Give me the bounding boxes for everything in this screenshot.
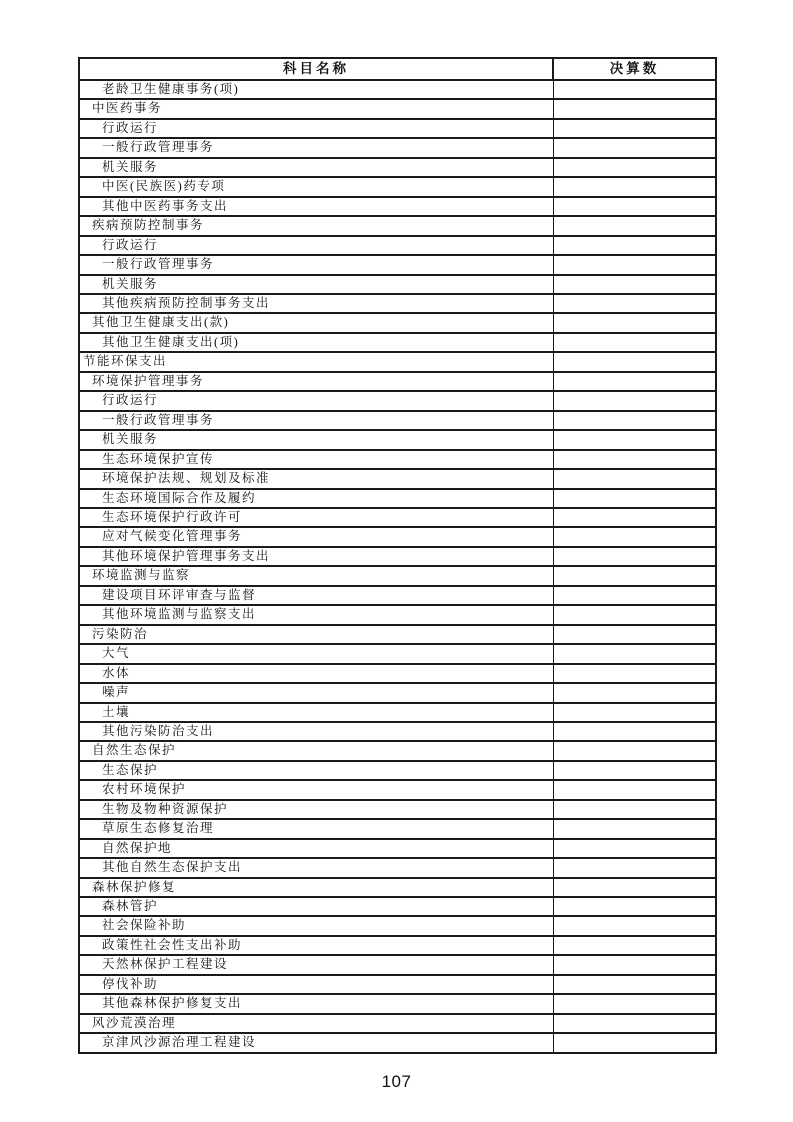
table-row <box>79 936 716 955</box>
table-row <box>79 994 716 1013</box>
amount-cell <box>553 469 716 488</box>
subject-cell: 森林保护修复 <box>79 878 553 897</box>
subject-cell: 环境保护法规、规划及标准 <box>79 469 553 488</box>
table-row <box>79 99 716 118</box>
subject-cell: 一般行政管理事务 <box>79 411 553 430</box>
amount-cell <box>553 391 716 410</box>
subject-cell: 京津风沙源治理工程建设 <box>79 1033 553 1052</box>
table-row <box>79 197 716 216</box>
subject-cell: 自然保护地 <box>79 839 553 858</box>
table-row <box>79 547 716 566</box>
subject-cell: 风沙荒漠治理 <box>79 1014 553 1033</box>
amount-cell <box>553 119 716 138</box>
subject-cell: 噪声 <box>79 683 553 702</box>
amount-cell <box>553 236 716 255</box>
amount-cell <box>553 644 716 663</box>
subject-cell: 其他卫生健康支出(项) <box>79 333 553 352</box>
amount-cell <box>553 372 716 391</box>
subject-cell: 中医药事务 <box>79 99 553 118</box>
amount-cell <box>553 916 716 935</box>
table-row <box>79 605 716 624</box>
subject-cell: 自然生态保护 <box>79 741 553 760</box>
table-row <box>79 975 716 994</box>
subject-cell: 草原生态修复治理 <box>79 819 553 838</box>
amount-cell <box>553 255 716 274</box>
amount-cell <box>553 936 716 955</box>
amount-cell <box>553 489 716 508</box>
table-row <box>79 391 716 410</box>
amount-cell <box>553 741 716 760</box>
subject-cell: 大气 <box>79 644 553 663</box>
table-row <box>79 236 716 255</box>
table-row <box>79 800 716 819</box>
amount-cell <box>553 430 716 449</box>
amount-cell <box>553 411 716 430</box>
table-row <box>79 819 716 838</box>
table-row <box>79 1014 716 1033</box>
amount-cell <box>553 275 716 294</box>
amount-cell <box>553 722 716 741</box>
subject-cell: 一般行政管理事务 <box>79 138 553 157</box>
subject-cell: 其他疾病预防控制事务支出 <box>79 294 553 313</box>
subject-cell: 天然林保护工程建设 <box>79 955 553 974</box>
amount-cell <box>553 294 716 313</box>
subject-cell: 老龄卫生健康事务(项) <box>79 80 553 99</box>
subject-cell: 其他森林保护修复支出 <box>79 994 553 1013</box>
table-row <box>79 916 716 935</box>
amount-cell <box>553 858 716 877</box>
table-row <box>79 703 716 722</box>
amount-cell <box>553 566 716 585</box>
amount-cell <box>553 664 716 683</box>
amount-cell <box>553 625 716 644</box>
table-row <box>79 839 716 858</box>
amount-cell <box>553 508 716 527</box>
amount-cell <box>553 177 716 196</box>
subject-cell: 生态环境保护宣传 <box>79 450 553 469</box>
table-row <box>79 586 716 605</box>
amount-cell <box>553 197 716 216</box>
expenditure-table <box>78 57 717 1054</box>
subject-cell: 其他环境保护管理事务支出 <box>79 547 553 566</box>
amount-cell <box>553 333 716 352</box>
table-row <box>79 761 716 780</box>
subject-cell: 其他卫生健康支出(款) <box>79 313 553 332</box>
subject-cell: 环境保护管理事务 <box>79 372 553 391</box>
table-row <box>79 372 716 391</box>
subject-cell: 环境监测与监察 <box>79 566 553 585</box>
table-row <box>79 119 716 138</box>
table-row <box>79 411 716 430</box>
table-row <box>79 450 716 469</box>
amount-cell <box>553 839 716 858</box>
table-row <box>79 352 716 371</box>
amount-cell <box>553 216 716 235</box>
subject-cell: 污染防治 <box>79 625 553 644</box>
subject-cell: 机关服务 <box>79 158 553 177</box>
subject-cell: 节能环保支出 <box>79 352 553 371</box>
table-row <box>79 80 716 99</box>
subject-cell: 疾病预防控制事务 <box>79 216 553 235</box>
subject-cell: 生态环境保护行政许可 <box>79 508 553 527</box>
subject-cell: 行政运行 <box>79 119 553 138</box>
amount-cell <box>553 352 716 371</box>
table-row <box>79 275 716 294</box>
amount-cell <box>553 527 716 546</box>
subject-cell: 应对气候变化管理事务 <box>79 527 553 546</box>
subject-cell: 政策性社会性支出补助 <box>79 936 553 955</box>
subject-cell: 其他中医药事务支出 <box>79 197 553 216</box>
table-row <box>79 1033 716 1052</box>
column-header-amount: 决算数 <box>553 58 716 80</box>
table-row <box>79 177 716 196</box>
subject-cell: 农村环境保护 <box>79 780 553 799</box>
subject-cell: 生态保护 <box>79 761 553 780</box>
amount-cell <box>553 605 716 624</box>
table-body <box>79 80 716 1053</box>
page-number: 107 <box>381 1072 412 1091</box>
amount-cell <box>553 819 716 838</box>
amount-cell <box>553 547 716 566</box>
subject-cell: 土壤 <box>79 703 553 722</box>
subject-cell: 社会保险补助 <box>79 916 553 935</box>
table-row <box>79 255 716 274</box>
amount-cell <box>553 138 716 157</box>
table-row <box>79 566 716 585</box>
amount-cell <box>553 897 716 916</box>
subject-cell: 建设项目环评审查与监督 <box>79 586 553 605</box>
table-row <box>79 138 716 157</box>
subject-cell: 生物及物种资源保护 <box>79 800 553 819</box>
subject-cell: 中医(民族医)药专项 <box>79 177 553 196</box>
table-row <box>79 664 716 683</box>
header-row <box>79 58 716 80</box>
subject-cell: 其他污染防治支出 <box>79 722 553 741</box>
table-row <box>79 897 716 916</box>
subject-cell: 行政运行 <box>79 391 553 410</box>
amount-cell <box>553 1033 716 1052</box>
amount-cell <box>553 955 716 974</box>
subject-cell: 其他环境监测与监察支出 <box>79 605 553 624</box>
table-row <box>79 780 716 799</box>
amount-cell <box>553 994 716 1013</box>
table-wrap <box>78 57 715 1054</box>
table-row <box>79 489 716 508</box>
table-row <box>79 858 716 877</box>
subject-cell: 机关服务 <box>79 275 553 294</box>
table-row <box>79 158 716 177</box>
amount-cell <box>553 683 716 702</box>
amount-cell <box>553 450 716 469</box>
subject-cell: 其他自然生态保护支出 <box>79 858 553 877</box>
table-row <box>79 741 716 760</box>
amount-cell <box>553 975 716 994</box>
amount-cell <box>553 80 716 99</box>
amount-cell <box>553 99 716 118</box>
amount-cell <box>553 586 716 605</box>
table-row <box>79 294 716 313</box>
subject-cell: 水体 <box>79 664 553 683</box>
subject-cell: 机关服务 <box>79 430 553 449</box>
amount-cell <box>553 780 716 799</box>
subject-cell: 行政运行 <box>79 236 553 255</box>
subject-cell: 一般行政管理事务 <box>79 255 553 274</box>
column-header-subject: 科目名称 <box>79 58 553 80</box>
table-row <box>79 722 716 741</box>
table-row <box>79 313 716 332</box>
table-row <box>79 430 716 449</box>
subject-cell: 停伐补助 <box>79 975 553 994</box>
table-row <box>79 508 716 527</box>
table-row <box>79 527 716 546</box>
subject-cell: 森林管护 <box>79 897 553 916</box>
table-row <box>79 469 716 488</box>
amount-cell <box>553 158 716 177</box>
amount-cell <box>553 1014 716 1033</box>
table-row <box>79 878 716 897</box>
amount-cell <box>553 313 716 332</box>
table-row <box>79 625 716 644</box>
table-row <box>79 333 716 352</box>
amount-cell <box>553 878 716 897</box>
amount-cell <box>553 800 716 819</box>
table-row <box>79 955 716 974</box>
amount-cell <box>553 703 716 722</box>
table-row <box>79 216 716 235</box>
amount-cell <box>553 761 716 780</box>
subject-cell: 生态环境国际合作及履约 <box>79 489 553 508</box>
table-row <box>79 683 716 702</box>
table-row <box>79 644 716 663</box>
